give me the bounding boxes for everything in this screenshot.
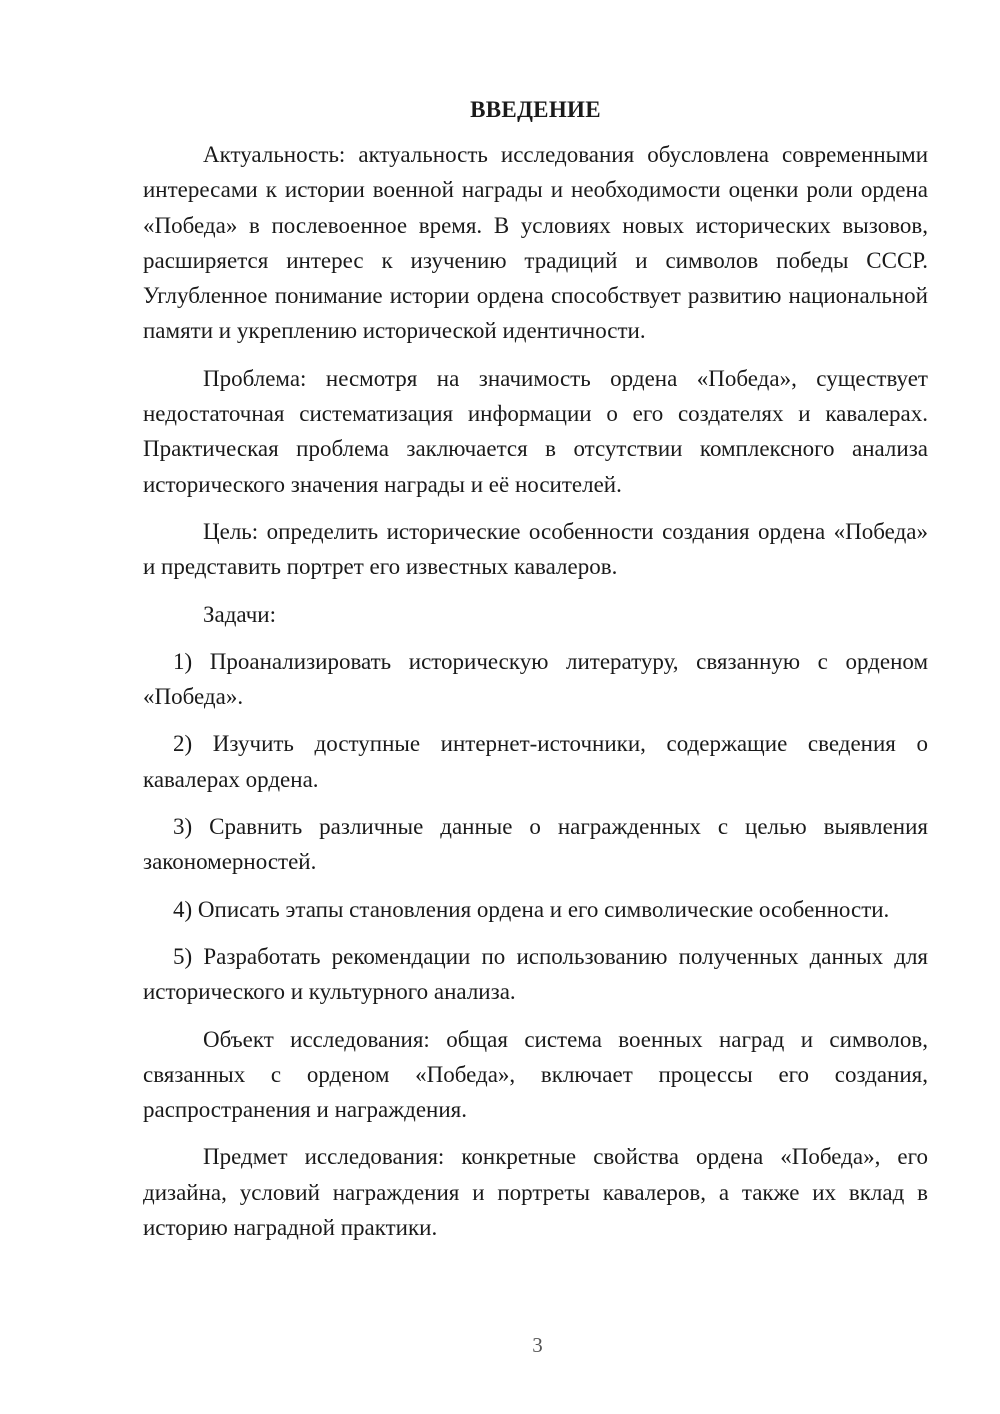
object-paragraph: Объект исследования: общая система военных наград и символов, связанных с орденом «Победа», включает процессы его создания, распространения и награждения. [143,1026,928,1123]
problem-paragraph: Проблема: несмотря на значимость ордена «Победа», существует недостаточная систематизация информации о его создателях и кавалерах. Практическая проблема заключается в отсутствии комплексного анализа исторического значения награды и её носителей. [143,365,928,497]
page-number: 3 [532,1333,543,1357]
section-heading: ВВЕДЕНИЕ [470,97,601,122]
relevance-paragraph: Актуальность: актуальность исследования обусловлена современными интересами к истории военной награды и необходимости оценки роли ордена «Победа» в послевоенное время. В условиях новых исторических вызовов, расширяется интерес к изучению традиций и символов победы СССР. Углубленное понимание истории ордена способствует развитию национальной памяти и укреплению исторической идентичности. [143,142,928,344]
tasks-label: Задачи: [203,601,276,627]
task-item-1: 1) Проанализировать историческую литературу, связанную с орденом «Победа». [143,648,928,710]
task-item-4: 4) Описать этапы становления ордена и его символические особенности. [173,896,890,922]
goal-paragraph: Цель: определить исторические особенности создания ордена «Победа» и представить портрет его известных кавалеров. [143,518,928,580]
document-page [143,92,928,1245]
task-item-2: 2) Изучить доступные интернет-источники, содержащие сведения о кавалерах ордена. [143,731,928,792]
subject-paragraph: Предмет исследования: конкретные свойства ордена «Победа», его дизайна, условий награждения и портреты кавалеров, а также их вклад в историю наградной практики. [143,1144,928,1241]
task-item-5: 5) Разработать рекомендации по использованию полученных данных для исторического и культурного анализа. [143,943,928,1005]
task-item-3: 3) Сравнить различные данные о награжденных с целью выявления закономерностей. [143,814,928,875]
